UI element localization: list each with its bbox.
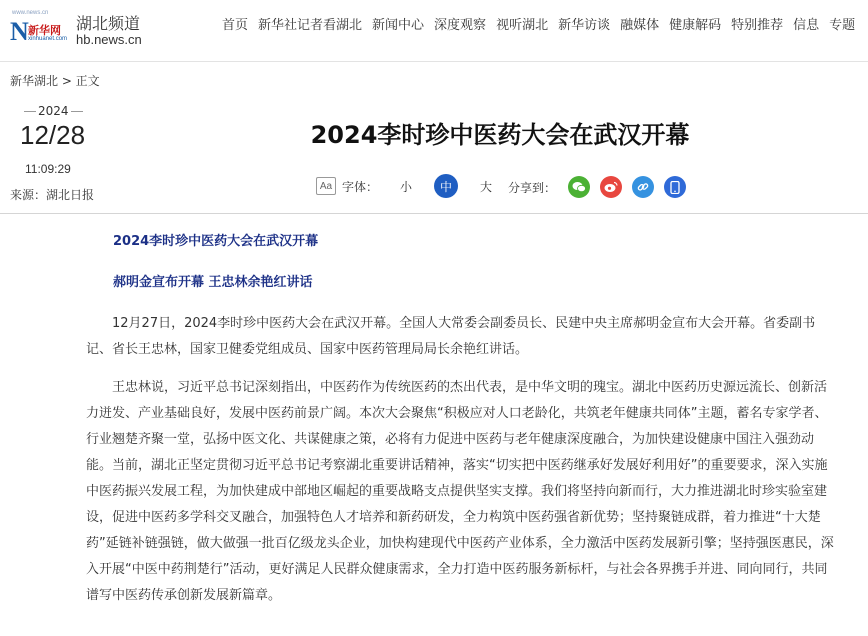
nav-item-depth[interactable]: 深度观察 (434, 18, 487, 33)
font-size-large-button[interactable]: 大 (480, 179, 493, 194)
nav-item-special-rec[interactable]: 特别推荐 (731, 18, 784, 33)
nav-item-health[interactable]: 健康解码 (669, 18, 722, 33)
wechat-icon[interactable] (568, 176, 590, 198)
article-source: 来源：湖北日报 (10, 188, 95, 202)
nav-item-topics[interactable]: 专题 (829, 18, 856, 33)
font-size-medium-button[interactable]: 中 (434, 174, 458, 198)
share-label: 分享到： (508, 180, 557, 195)
channel-name[interactable]: 湖北频道 (76, 14, 141, 33)
logo-sub: xinhuanet.com (28, 36, 68, 42)
mobile-icon[interactable] (664, 176, 686, 198)
header-divider (0, 213, 868, 214)
nav-item-news-center[interactable]: 新闻中心 (372, 18, 425, 33)
font-size-icon: Aa (316, 177, 336, 195)
channel-url[interactable]: hb.news.cn (76, 32, 142, 47)
year-text: 2024 (38, 104, 69, 118)
logo-n: N (10, 17, 29, 46)
publish-month-day: 12/28 (20, 120, 86, 150)
font-size-small-button[interactable]: 小 (400, 179, 413, 194)
font-size-label: 字体： (342, 179, 379, 194)
font-size-tools (316, 175, 498, 197)
article-subheading: 郝明金宣布开幕 王忠林余艳红讲话 (113, 275, 313, 290)
logo-word: 新华网 (28, 24, 61, 37)
share-bar (508, 175, 686, 199)
year-line-right (71, 111, 83, 112)
publish-year (22, 104, 85, 118)
article-paragraph: 12月27日，2024李时珍中医药大会在武汉开幕。全国人大常委会副委员长、民建中央主席郝明金宣布大会开幕。省委副书记、省长王忠林，国家卫健委党组成员、国家中医药管理局局长余艳红讲话。 (86, 316, 816, 357)
nav-item-home[interactable]: 首页 (222, 18, 249, 33)
link-icon[interactable] (632, 176, 654, 198)
article-body (86, 232, 836, 621)
article-paragraph: 王忠林说，习近平总书记深刻指出，中医药作为传统医药的杰出代表，是中华文明的瑰宝。湖北中医药历史源远流长、创新活力迸发、产业基础良好，发展中医药前景广阔。本次大会聚焦“积极应对人口老龄化，共筑老年健康共同体”主题，蓄名专家学者、行业翘楚齐聚一堂，弘扬中医文化、共谋健康之策，必将有力促进中医药与老年健康深度融合，为加快建设健康中国注入强劲动能。当前，湖北正坚定贯彻习近平总书记考察湖北重要讲话精神，落实“切实把中医药继承好发展好利用好”的重要要求，深入实施中医药振兴发展工程，为加快建成中部地区崛起的重要战略支点提供坚实支撑。我们将坚持向新而行，大力推进湖北时珍实验室建设，促进中医药多学科交叉融合，加强特色人才培养和新药研发，全力构筑中医药强省新优势；坚持聚链成群，着力推进“十大楚药”延链补链强链，做大做强一批百亿级龙头企业，加快构建现代中医药产业体系，全力激活中医药发展新引擎；坚持强医惠民，深入开展“中医中药荆楚行”活动，更好满足人民群众健康需求，全力打造中医药服务新标杆，与社会各界携手并进、同向同行，共同谱写中医药传承创新发展新篇章。 (86, 380, 834, 603)
nav-item-media[interactable]: 融媒体 (620, 18, 660, 33)
main-nav (222, 16, 865, 36)
logo-mark (10, 18, 72, 46)
site-header (0, 0, 868, 62)
breadcrumb[interactable]: 新华湖北 > 正文 (10, 74, 100, 88)
publish-time: 11:09:29 (25, 162, 71, 176)
nav-item-reporters[interactable]: 新华社记者看湖北 (258, 18, 363, 33)
page-title: 2024李时珍中医药大会在武汉开幕 (310, 121, 690, 149)
nav-item-video[interactable]: 视听湖北 (496, 18, 549, 33)
logo-url: www.news.cn (12, 10, 49, 16)
nav-item-interviews[interactable]: 新华访谈 (558, 18, 611, 33)
xinhua-logo[interactable] (10, 10, 70, 46)
weibo-icon[interactable] (600, 176, 622, 198)
nav-item-info[interactable]: 信息 (793, 18, 820, 33)
article-heading: 2024李时珍中医药大会在武汉开幕 (113, 234, 319, 249)
year-line-left (24, 111, 36, 112)
